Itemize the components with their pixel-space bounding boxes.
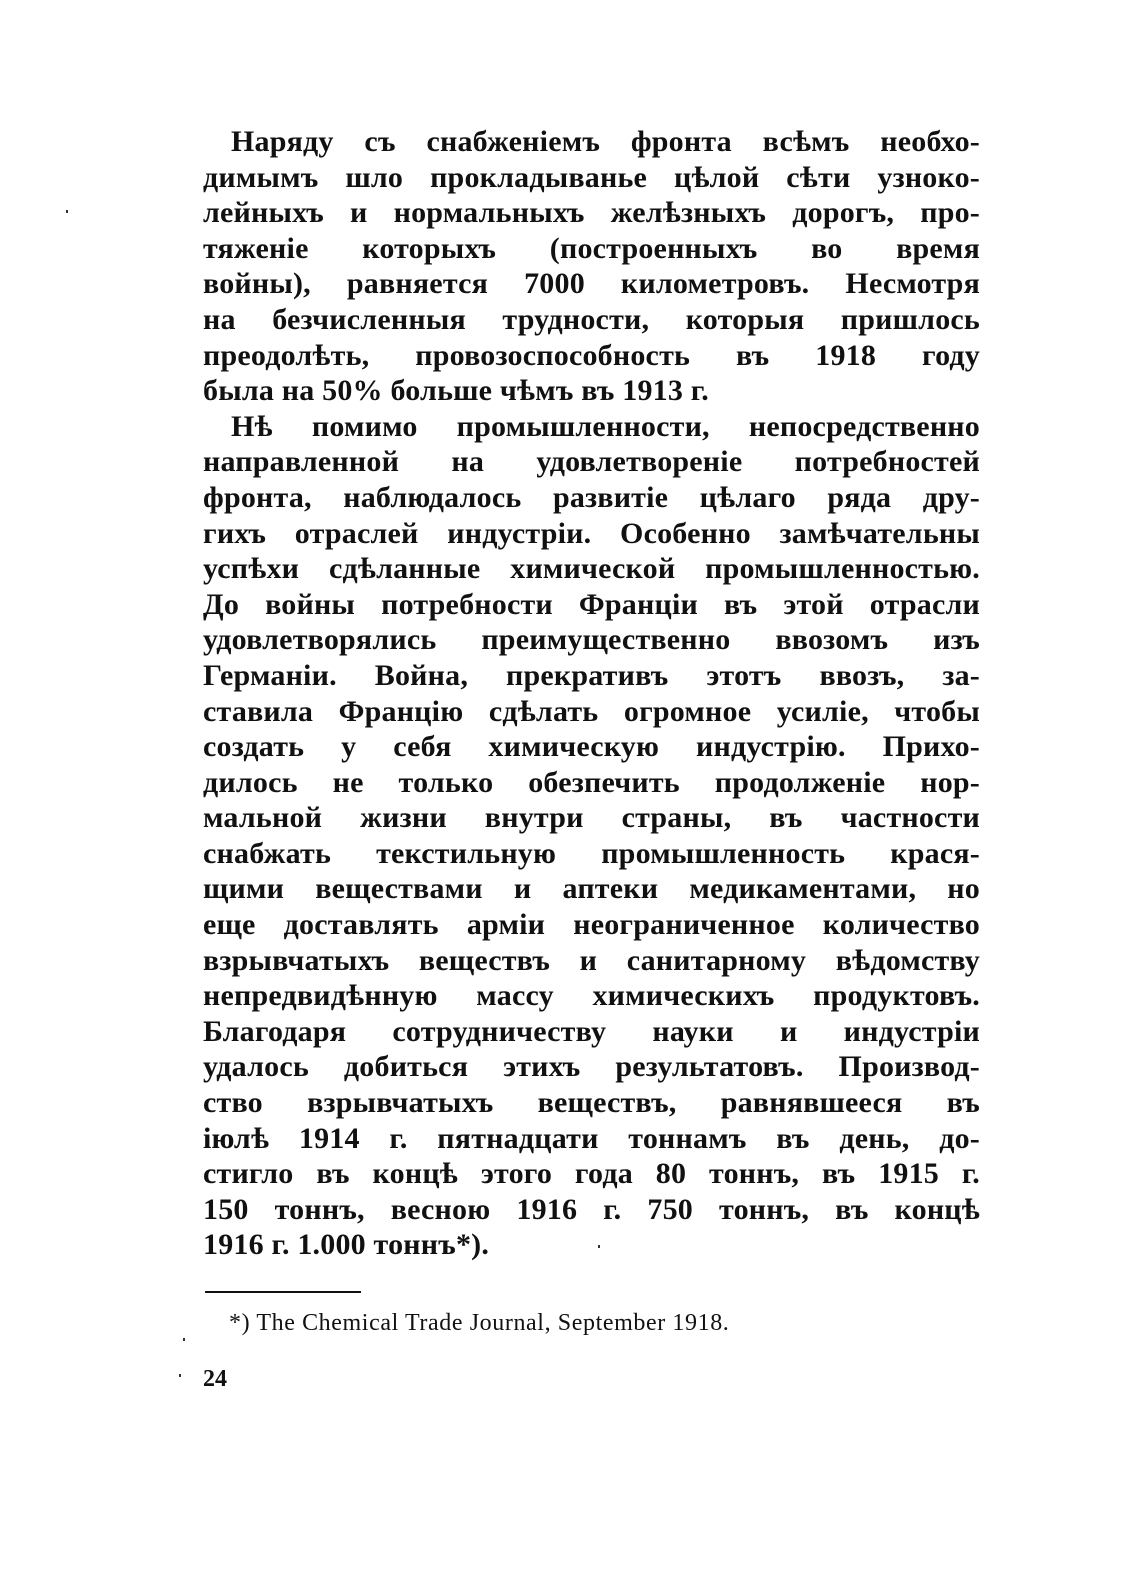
text-line: преодолѣть, провозоспособность въ 1918 году — [203, 338, 980, 372]
text-line: фронта, наблюдалось развитіе цѣлаго ряда дру- — [203, 480, 980, 514]
body-text — [203, 124, 980, 1263]
text-line: удалось добиться этихъ результатовъ. Производ- — [203, 1050, 980, 1084]
text-line: на безчисленныя трудности, которыя пришлось — [203, 302, 980, 336]
text-line: была на 50% больше чѣмъ въ 1913 г. — [203, 374, 709, 408]
text-line: Благодаря сотрудничеству науки и индустріи — [203, 1014, 980, 1048]
footnote: *) The Chemical Trade Journal, September 1918. — [229, 1310, 730, 1336]
text-line: До войны потребности Франціи въ этой отрасли — [203, 587, 980, 621]
text-line: дилось не только обезпечить продолженіе нор- — [203, 765, 980, 799]
footnote-divider — [205, 1291, 361, 1293]
text-line: еще доставлять арміи неограниченное количество — [203, 908, 980, 942]
scan-speck — [183, 1338, 185, 1341]
text-line: снабжать текстильную промышленность крася- — [203, 836, 980, 870]
scan-speck — [179, 1374, 181, 1377]
text-line: 1916 г. 1.000 тоннъ*). — [203, 1228, 490, 1262]
text-line: непредвидѣнную массу химическихъ продуктовъ. — [203, 979, 980, 1013]
text-line: ство взрывчатыхъ веществъ, равнявшееся въ — [203, 1086, 980, 1120]
text-line: Нѣ помимо промышленности, непосредственно — [231, 409, 980, 443]
text-line: іюлѣ 1914 г. пятнадцати тоннамъ въ день, до- — [203, 1121, 980, 1155]
text-line: взрывчатыхъ веществъ и санитарному вѣдомству — [203, 943, 980, 977]
text-line: создать у себя химическую индустрію. Прихо- — [203, 730, 980, 764]
text-line: 150 тоннъ, весною 1916 г. 750 тоннъ, въ концѣ — [203, 1192, 980, 1226]
text-line: стигло въ концѣ этого года 80 тоннъ, въ 1915 г. — [203, 1157, 980, 1191]
scan-speck — [598, 1245, 600, 1248]
text-line: успѣхи сдѣланные химической промышленностью. — [203, 552, 980, 586]
text-line: удовлетворялись преимущественно ввозомъ изъ — [203, 623, 980, 657]
text-line: гихъ отраслей индустріи. Особенно замѣчательны — [203, 516, 980, 550]
text-line: тяженіе которыхъ (построенныхъ во время — [203, 231, 980, 265]
page-number: 24 — [203, 1366, 227, 1392]
text-line: Германіи. Война, прекративъ этотъ ввозъ, за- — [203, 658, 980, 692]
text-line: лейныхъ и нормальныхъ желѣзныхъ дорогъ, про- — [203, 196, 980, 230]
text-line: войны), равняется 7000 километровъ. Несмотря — [203, 267, 980, 301]
text-line: направленной на удовлетвореніе потребностей — [203, 445, 980, 479]
text-line: мальной жизни внутри страны, въ частности — [203, 801, 980, 835]
scan-speck — [66, 210, 68, 213]
text-line: димымъ шло прокладыванье цѣлой сѣти узноко- — [203, 160, 980, 194]
text-line: щими веществами и аптеки медикаментами, но — [203, 872, 980, 906]
text-line: ставила Францію сдѣлать огромное усиліе, чтобы — [203, 694, 980, 728]
text-line: Наряду съ снабженіемъ фронта всѣмъ необхо- — [231, 125, 980, 158]
